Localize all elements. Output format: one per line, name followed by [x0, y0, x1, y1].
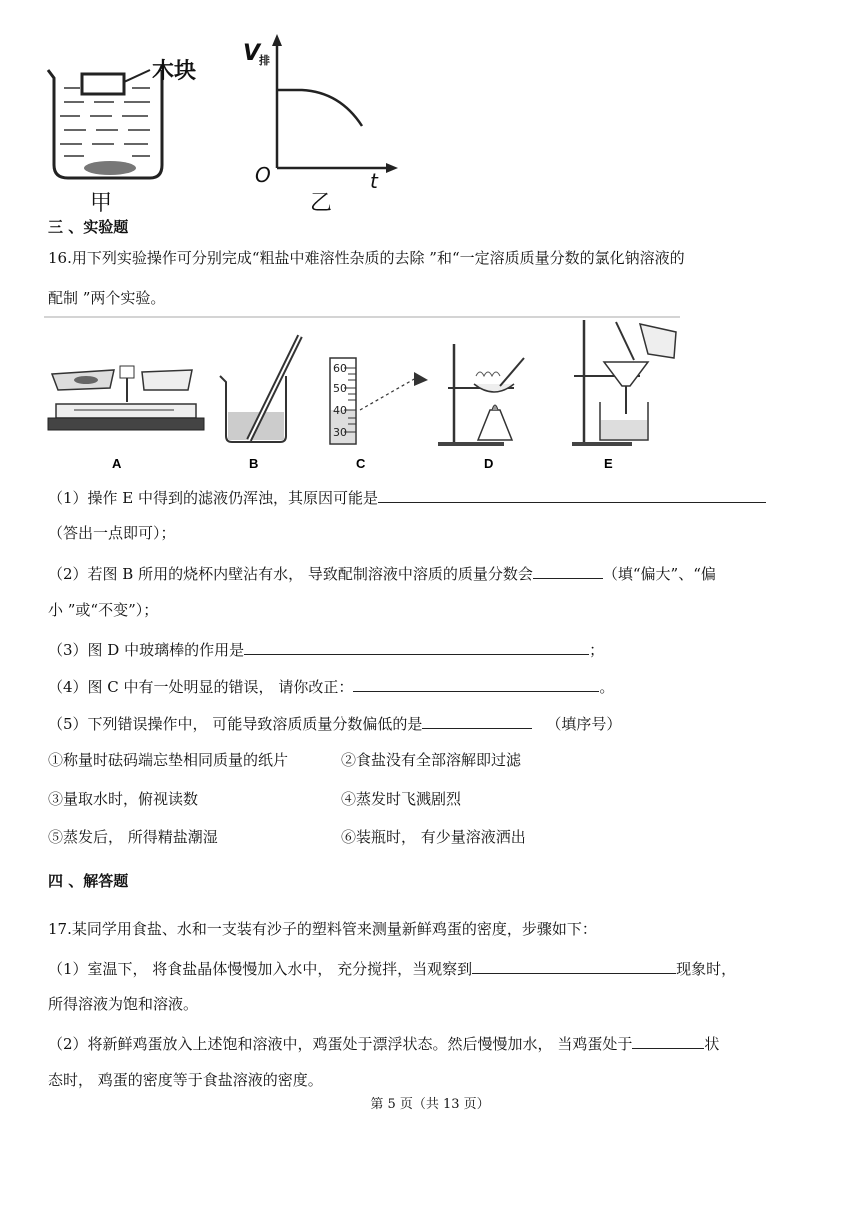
- t-axis-label: t: [370, 169, 378, 193]
- tick-30: 30: [333, 426, 347, 439]
- filtration-e: [572, 320, 676, 446]
- q17-part1-end: 现象时，: [676, 960, 737, 978]
- q16-part2-cont: 小 ”或“不变”）；: [48, 601, 159, 619]
- tick-40: 40: [333, 404, 347, 417]
- yi-label: 乙: [310, 191, 333, 216]
- q16-part2-blank[interactable]: [533, 562, 603, 579]
- balance-a: [48, 366, 204, 430]
- section-heading-experiment: 三 、实验题: [48, 218, 129, 236]
- q17-part2-end: 状: [704, 1035, 720, 1053]
- section-heading-answer: 四 、解答题: [48, 872, 129, 890]
- q16-part4-text: （4）图 C 中有一处明显的错误， 请你改正：: [48, 678, 354, 696]
- beaker-b: [220, 336, 300, 442]
- q16-part3-text: （3）图 D 中玻璃棒的作用是: [48, 641, 245, 659]
- option-4: ④蒸发时飞溅剧烈: [341, 790, 462, 808]
- v-axis-subscript: 排: [259, 54, 270, 67]
- label-b: B: [249, 456, 259, 471]
- block-label: 木块: [152, 59, 197, 84]
- q16-part5-blank[interactable]: [422, 712, 532, 729]
- q17-part2: [48, 1032, 719, 1054]
- q16-part1-cont: （答出一点即可）；: [48, 524, 176, 542]
- q16-part1-blank[interactable]: [378, 486, 766, 503]
- origin-label: O: [255, 163, 271, 187]
- q16-part5-text: （5）下列错误操作中， 可能导致溶质质量分数偏低的是: [48, 715, 423, 733]
- v-axis-label: V: [243, 41, 261, 66]
- q16-part5-hint: （填序号）: [546, 715, 622, 733]
- label-a: A: [112, 456, 122, 471]
- q17-stem: 17.某同学用食盐、水和一支装有沙子的塑料管来测量新鲜鸡蛋的密度，步骤如下：: [48, 920, 597, 938]
- option-3: ③量取水时，俯视读数: [48, 790, 199, 808]
- label-pointer: [124, 70, 150, 82]
- q16-part1-text: （1）操作 E 中得到的滤液仍浑浊，其原因可能是: [48, 489, 379, 507]
- option-5: ⑤蒸发后， 所得精盐潮湿: [48, 828, 218, 846]
- evaporation-d: [438, 344, 524, 446]
- q17-part2-text: （2）将新鲜鸡蛋放入上述饱和溶液中，鸡蛋处于漂浮状态。然后慢慢加水， 当鸡蛋处于: [48, 1035, 633, 1053]
- q17-part2-blank[interactable]: [632, 1032, 704, 1049]
- q16-part2-text: （2）若图 B 所用的烧杯内壁沾有水， 导致配制溶液中溶质的质量分数会: [48, 565, 533, 583]
- label-d: D: [484, 456, 494, 471]
- page-footer: 第 5 页（共 13 页）: [370, 1097, 490, 1112]
- q17-part1: [48, 957, 736, 979]
- q16-part4: [48, 675, 614, 697]
- q16-part4-end: 。: [599, 678, 615, 696]
- wood-block: [82, 74, 124, 94]
- tick-60: 60: [333, 362, 347, 375]
- label-e: E: [604, 456, 613, 471]
- q16-stem-line2: 配制 ”两个实验。: [48, 289, 166, 307]
- q16-stem-line1: 16.用下列实验操作可分别完成“粗盐中难溶性杂质的去除 ”和“一定溶质质量分数的氯化钠溶液的: [48, 249, 685, 267]
- q16-part2: [48, 562, 716, 584]
- option-2: ②食盐没有全部溶解即过滤: [341, 751, 522, 769]
- q16-part3-blank[interactable]: [244, 638, 589, 655]
- q17-part2-cont: 态时， 鸡蛋的密度等于食盐溶液的密度。: [48, 1071, 323, 1089]
- apparatus-figure: [44, 314, 684, 474]
- q16-part3-end: ；: [589, 641, 605, 659]
- q17-part1-cont: 所得溶液为饱和溶液。: [48, 995, 199, 1013]
- q16-part3: [48, 638, 604, 660]
- v-t-graph: [272, 34, 398, 173]
- tick-50: 50: [333, 382, 347, 395]
- q17-part1-blank[interactable]: [472, 957, 676, 974]
- buoyancy-figure: [40, 30, 420, 220]
- q16-part4-blank[interactable]: [353, 675, 599, 692]
- option-1: ①称量时砝码端忘垫相同质量的纸片: [48, 751, 289, 769]
- option-6: ⑥装瓶时， 有少量溶液洒出: [341, 828, 526, 846]
- jia-label: 甲: [90, 191, 113, 216]
- q16-part2-hint: （填“偏大”、“偏: [602, 565, 716, 583]
- label-c: C: [356, 456, 366, 471]
- q16-part1: [48, 486, 766, 508]
- q17-part1-text: （1）室温下， 将食盐晶体慢慢加入水中， 充分搅拌，当观察到: [48, 960, 473, 978]
- q16-part5: [48, 712, 621, 734]
